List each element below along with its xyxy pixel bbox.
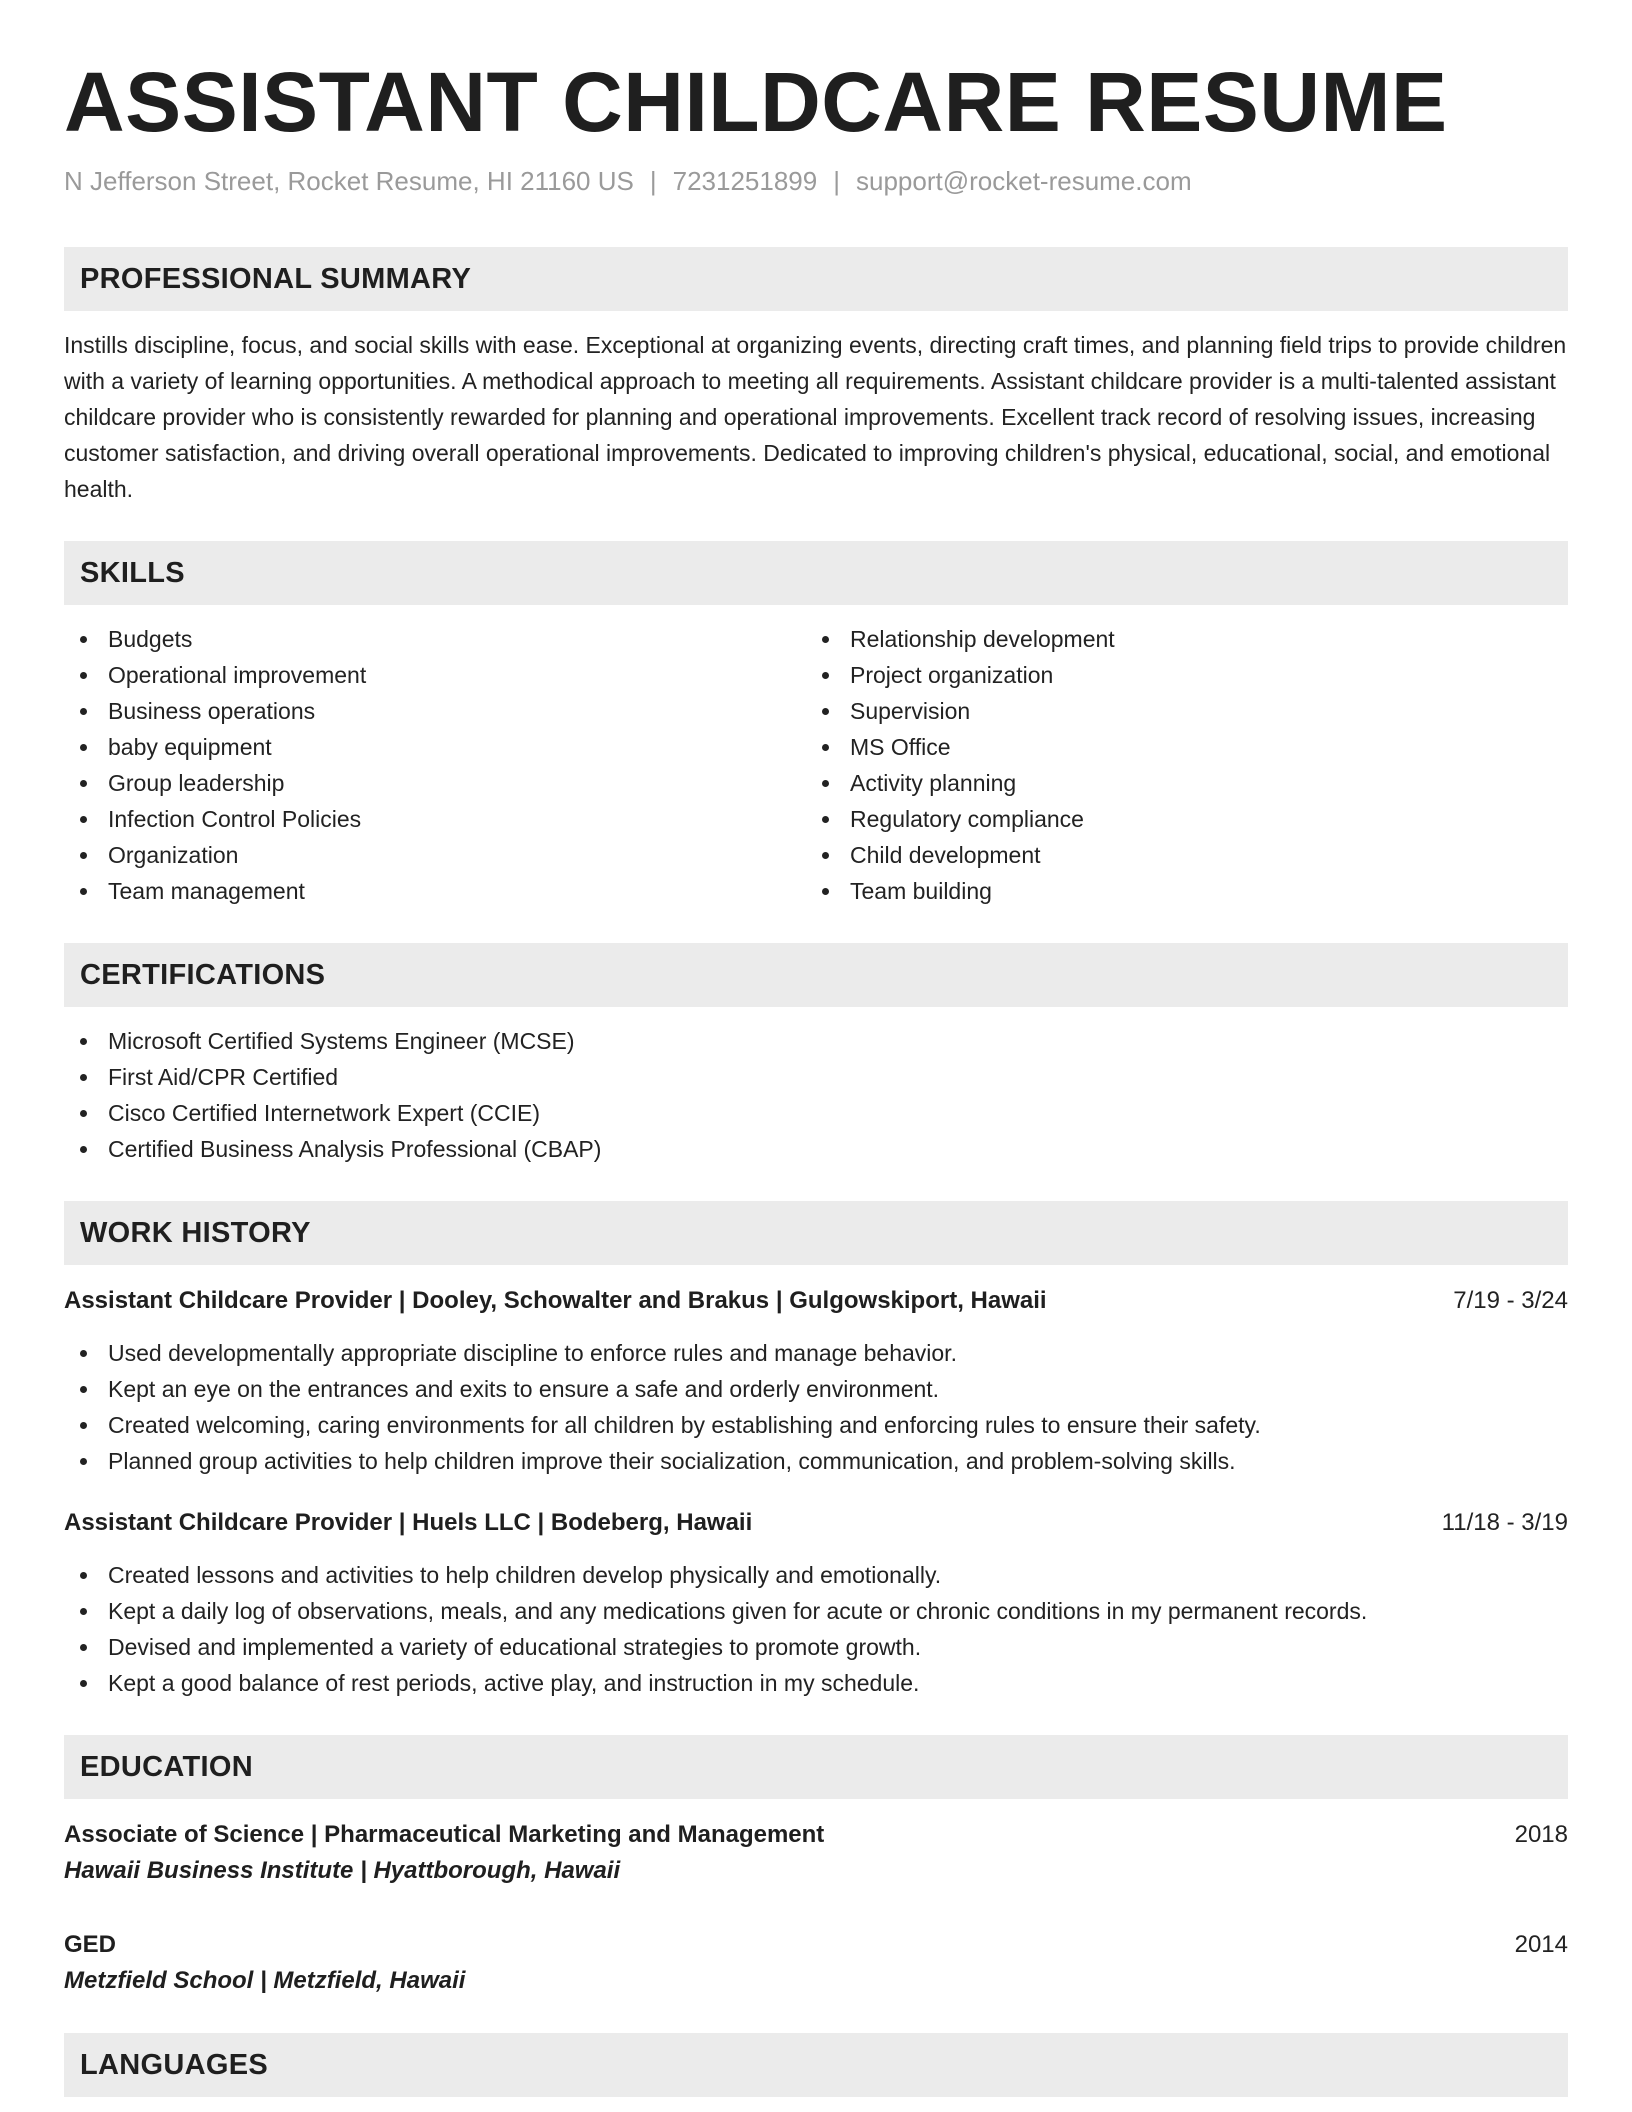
skill-item: Relationship development — [806, 621, 1568, 657]
job-bullet: Devised and implemented a variety of educational strategies to promote growth. — [64, 1629, 1568, 1665]
job-entry — [64, 1283, 1568, 1479]
education-school: Metzfield School | Metzfield, Hawaii — [64, 1967, 466, 1995]
contact-separator: | — [833, 166, 840, 197]
summary-text: Instills discipline, focus, and social skills with ease. Exceptional at organizing events, directing craft times, and planning field trips to provide children with a variety of learning opportunities. A methodical approach to meeting all requirements. Assistant childcare provider is a multi-talented assistant childcare provider who is consistently rewarded for planning and operational improvements. Excellent track record of resolving issues, increasing customer satisfaction, and driving overall operational improvements. Dedicated to improving children's physical, educational, social, and emotional health. — [64, 332, 1567, 503]
job-bullets — [64, 1557, 1568, 1701]
education-entry — [64, 1927, 1568, 1999]
job-bullets — [64, 1335, 1568, 1479]
skill-item: Regulatory compliance — [806, 801, 1568, 837]
skill-item: Activity planning — [806, 765, 1568, 801]
skill-item: Team management — [64, 873, 806, 909]
skill-item: Group leadership — [64, 765, 806, 801]
job-bullet: Kept a good balance of rest periods, active play, and instruction in my schedule. — [64, 1665, 1568, 1701]
section-header-certifications: CERTIFICATIONS — [64, 943, 1568, 1007]
skills-column-left — [64, 621, 806, 909]
education-header — [64, 1927, 1568, 1963]
skills-grid — [64, 621, 1568, 909]
section-header-skills: SKILLS — [64, 541, 1568, 605]
skill-item: Infection Control Policies — [64, 801, 806, 837]
job-dates: 11/18 - 3/19 — [1441, 1509, 1568, 1537]
skills-column-right — [806, 621, 1568, 909]
education-school: Hawaii Business Institute | Hyattborough, Hawaii — [64, 1857, 621, 1885]
job-entry — [64, 1505, 1568, 1701]
contact-line — [64, 166, 1568, 197]
certification-item: Certified Business Analysis Professional (CBAP) — [64, 1131, 1568, 1167]
education-header — [64, 1817, 1568, 1853]
skill-item: Organization — [64, 837, 806, 873]
resume-title: ASSISTANT CHILDCARE RESUME — [64, 55, 1448, 149]
job-heading: Assistant Childcare Provider | Huels LLC | Bodeberg, Hawaii — [64, 1509, 753, 1537]
skill-item: Child development — [806, 837, 1568, 873]
education-year: 2018 — [1514, 1821, 1568, 1849]
job-header — [64, 1283, 1568, 1319]
skill-item: baby equipment — [64, 729, 806, 765]
skill-item: Business operations — [64, 693, 806, 729]
job-dates: 7/19 - 3/24 — [1453, 1287, 1568, 1315]
contact-phone: 7231251899 — [672, 166, 818, 197]
section-header-work-history: WORK HISTORY — [64, 1201, 1568, 1265]
certification-item: Cisco Certified Internetwork Expert (CCIE) — [64, 1095, 1568, 1131]
certifications-list — [64, 1023, 1568, 1167]
job-heading: Assistant Childcare Provider | Dooley, Schowalter and Brakus | Gulgowskiport, Hawaii — [64, 1287, 1047, 1315]
skill-item: Supervision — [806, 693, 1568, 729]
contact-email: support@rocket-resume.com — [856, 166, 1192, 197]
job-bullet: Kept a daily log of observations, meals, and any medications given for acute or chronic conditions in my permanent records. — [64, 1593, 1568, 1629]
job-bullet: Created welcoming, caring environments for all children by establishing and enforcing rules to ensure their safety. — [64, 1407, 1568, 1443]
contact-address: N Jefferson Street, Rocket Resume, HI 21160 US — [64, 166, 634, 197]
education-year: 2014 — [1514, 1931, 1568, 1959]
certification-item: Microsoft Certified Systems Engineer (MCSE) — [64, 1023, 1568, 1059]
education-degree: Associate of Science | Pharmaceutical Marketing and Management — [64, 1821, 825, 1849]
education-entry — [64, 1817, 1568, 1889]
job-bullet: Used developmentally appropriate discipline to enforce rules and manage behavior. — [64, 1335, 1568, 1371]
job-bullet: Created lessons and activities to help children develop physically and emotionally. — [64, 1557, 1568, 1593]
job-header — [64, 1505, 1568, 1541]
contact-separator: | — [649, 166, 657, 197]
skill-item: Team building — [806, 873, 1568, 909]
education-degree: GED — [64, 1931, 117, 1959]
section-header-languages: LANGUAGES — [64, 2033, 1568, 2097]
skill-item: Budgets — [64, 621, 806, 657]
job-bullet: Planned group activities to help children improve their socialization, communication, and problem-solving skills. — [64, 1443, 1568, 1479]
skill-item: Project organization — [806, 657, 1568, 693]
section-header-summary: PROFESSIONAL SUMMARY — [64, 247, 1568, 311]
skill-item: MS Office — [806, 729, 1568, 765]
job-bullet: Kept an eye on the entrances and exits to ensure a safe and orderly environment. — [64, 1371, 1568, 1407]
certification-item: First Aid/CPR Certified — [64, 1059, 1568, 1095]
skill-item: Operational improvement — [64, 657, 806, 693]
section-header-education: EDUCATION — [64, 1735, 1568, 1799]
